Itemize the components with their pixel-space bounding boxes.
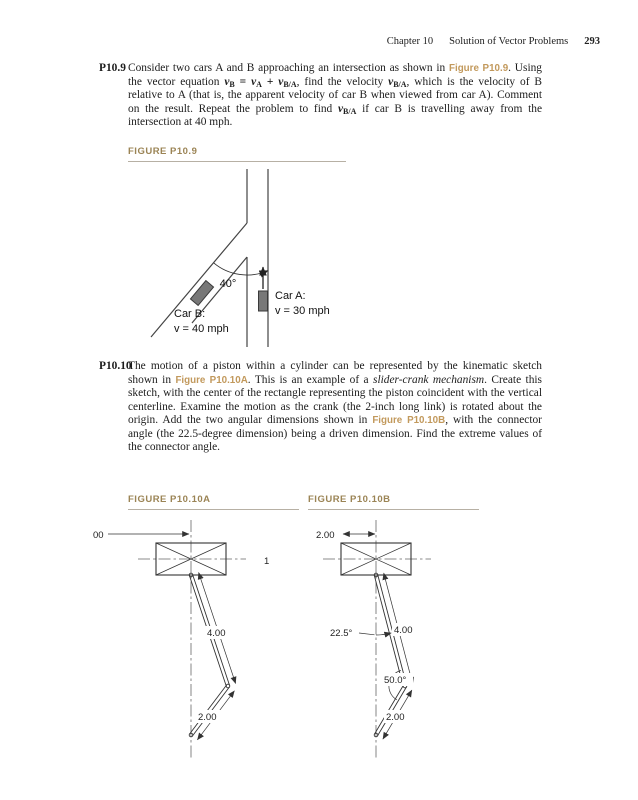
top-dimension-label: 2.00 xyxy=(316,530,335,541)
figure-caption-p10-10b: FIGURE P10.10B xyxy=(308,494,479,510)
problem-p10-10 xyxy=(99,360,542,455)
dimension-lines xyxy=(343,534,413,739)
crank-angle-label: 50.0° xyxy=(384,675,407,686)
connector-length-dimension xyxy=(205,626,230,639)
problem-text: Consider two cars A and B approaching an intersection as shown in Figure P10.9. Using the vector equation $v_B = v_A + v_{B/A}$, find the velocity $v_{B/A}$, which is the velocity of B relative to A (that is, the apparent velocity of car B when viewed from car A). Comment on the result. Repeat the problem to find $v_{B/A}$ if car B is travelling away from the intersection at 40 mph. xyxy=(128,62,543,128)
figure-p10-10a-drawing xyxy=(88,514,303,764)
centerlines xyxy=(323,520,431,760)
car-b-label: Car B: xyxy=(174,308,206,320)
car-a-label: Car A: xyxy=(275,290,306,302)
angle-label: 40° xyxy=(219,278,237,290)
connector-angle-label: 22.5° xyxy=(330,628,353,639)
connector-length-label: 4.00 xyxy=(207,628,226,639)
car-a-speed-label: v = 30 mph xyxy=(275,305,330,317)
figure-caption-p10-9: FIGURE P10.9 xyxy=(128,146,346,162)
right-dimension-label: 1 xyxy=(264,556,270,567)
connector-length-label: 4.00 xyxy=(394,625,413,636)
problem-label: P10.9 xyxy=(99,62,126,74)
page-number: 293 xyxy=(584,36,600,47)
page-header xyxy=(0,36,600,47)
crank-length-label: 2.00 xyxy=(386,712,405,723)
figure-p10-9-drawing xyxy=(118,163,458,353)
problem-text: The motion of a piston within a cylinder can be represented by the kinematic sketch shown in Figure P10.10A. This is an example of a slider-crank mechanism. Create this sketch, with the center of the rectangle representing the piston coincident with the vertical centerline. Examine the motion as the crank (the 2-inch long link) is rotated about the origin. Add the two angular dimensions shown in Figure P10.10B, with the connector angle (the 22.5-degree dimension) being a driven dimension. Find the extreme values of the connector angle. xyxy=(128,360,542,453)
problem-label: P10.10 xyxy=(99,360,132,372)
connector-length-dimension xyxy=(392,623,417,636)
chapter-title: Solution of Vector Problems xyxy=(449,36,569,47)
figure-caption-p10-10a: FIGURE P10.10A xyxy=(128,494,299,510)
centerlines xyxy=(138,520,246,760)
road-lines xyxy=(151,169,268,347)
problem-p10-9 xyxy=(99,62,543,130)
crank-angle-dimension xyxy=(382,673,413,686)
crank-length-dimension xyxy=(384,710,410,723)
chapter-label: Chapter 10 xyxy=(386,36,434,47)
crank-length-label: 2.00 xyxy=(198,712,217,723)
car-b-speed-label: v = 40 mph xyxy=(174,323,229,335)
figure-p10-10b-drawing xyxy=(305,514,500,764)
top-dimension-label: 00 xyxy=(93,530,104,541)
car-a-shape xyxy=(259,291,268,311)
crank-length-dimension xyxy=(196,710,222,723)
